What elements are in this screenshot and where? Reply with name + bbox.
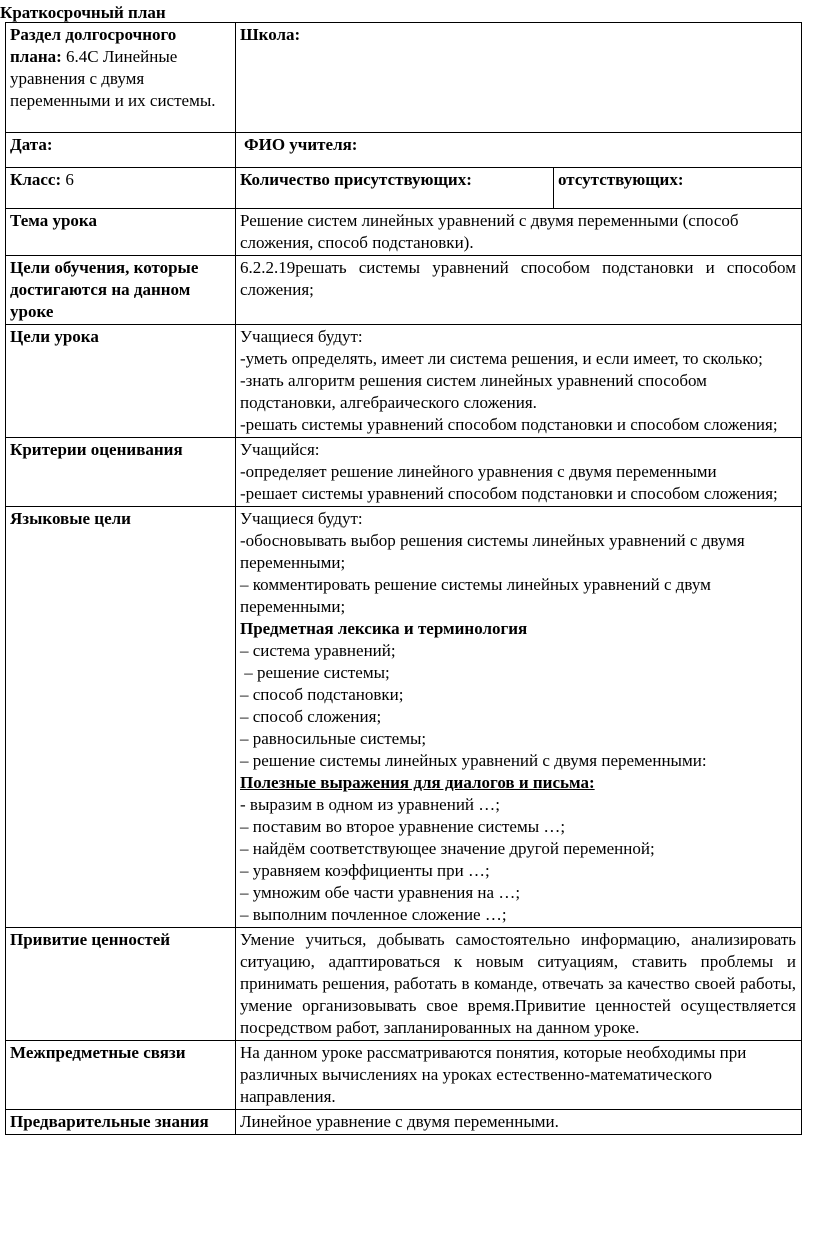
lesson-goals-line: -решать системы уравнений способом подстановки и способом сложения;: [240, 415, 778, 434]
cross-curricular-text: На данном уроке рассматриваются понятия, которые необходимы при различных вычислениях на уроках естественно-математического направления.: [236, 1041, 802, 1110]
vocab-item: – система уравнений;: [240, 641, 396, 660]
table-row: [6, 928, 802, 1041]
date-label: Дата:: [10, 135, 53, 154]
table-row: [6, 168, 802, 209]
table-row: [6, 256, 802, 325]
criteria-line: Учащийся:: [240, 440, 320, 459]
absent-label: отсутствующих:: [558, 170, 684, 189]
page-title: Краткосрочный план: [0, 3, 166, 22]
criteria-cell: [236, 438, 802, 507]
table-row: [6, 23, 802, 133]
teacher-cell: [236, 133, 802, 168]
language-goals-line: – комментировать решение системы линейных уравнений с двум переменными;: [240, 575, 711, 616]
table-row: [6, 209, 802, 256]
topic-label: Тема урока: [6, 209, 236, 256]
section-cell: [6, 23, 236, 133]
table-row: [6, 325, 802, 438]
learning-goals-text: 6.2.2.19решать системы уравнений способом подстановки и способом сложения;: [236, 256, 802, 325]
phrase-item: – поставим во второе уравнение системы …;: [240, 817, 566, 836]
table-row: [6, 507, 802, 928]
criteria-line: -определяет решение линейного уравнения с двумя переменными: [240, 462, 717, 481]
table-row: [6, 133, 802, 168]
school-cell: [236, 23, 802, 133]
vocab-item: – способ сложения;: [240, 707, 382, 726]
language-goals-label: Языковые цели: [6, 507, 236, 928]
phrase-item: – уравняем коэффициенты при …;: [240, 861, 490, 880]
vocab-heading: Предметная лексика и терминология: [240, 619, 528, 638]
date-cell: [6, 133, 236, 168]
prior-knowledge-label: Предварительные знания: [6, 1110, 236, 1135]
lesson-goals-line: -знать алгоритм решения систем линейных уравнений способом подстановки, алгебраического сложения.: [240, 371, 707, 412]
table-row: [6, 438, 802, 507]
class-cell: [6, 168, 236, 209]
learning-goals-label: Цели обучения, которые достигаются на данном уроке: [6, 256, 236, 325]
phrases-heading: Полезные выражения для диалогов и письма:: [240, 773, 595, 792]
language-goals-line: Учащиеся будут:: [240, 509, 363, 528]
lesson-goals-line: -уметь определять, имеет ли система решения, и если имеет, то сколько;: [240, 349, 763, 368]
values-text: Умение учиться, добывать самостоятельно информацию, анализировать ситуацию, адаптироваться к новым ситуациям, ставить проблемы и принимать решения, работать в команде, отвечать за качество своей работы, умение организовывать свое время.Привитие ценностей осуществляется посредством работ, запланированных на данном уроке.: [236, 928, 802, 1041]
section-label: Раздел долгосрочного плана:: [10, 25, 177, 66]
vocab-item: – способ подстановки;: [240, 685, 404, 704]
phrase-item: – выполним почленное сложение …;: [240, 905, 507, 924]
cross-curricular-label: Межпредметные связи: [6, 1041, 236, 1110]
values-label: Привитие ценностей: [6, 928, 236, 1041]
language-goals-cell: [236, 507, 802, 928]
language-goals-line: -обосновывать выбор решения системы линейных уравнений с двумя переменными;: [240, 531, 745, 572]
phrase-item: - выразим в одном из уравнений …;: [240, 795, 500, 814]
class-value: 6: [65, 170, 74, 189]
present-label: Количество присутствующих:: [240, 170, 472, 189]
vocab-item: – решение системы;: [240, 663, 390, 682]
absent-cell: [554, 168, 802, 209]
criteria-line: -решает системы уравнений способом подстановки и способом сложения;: [240, 484, 778, 503]
present-cell: [236, 168, 554, 209]
class-label: Класс:: [10, 170, 62, 189]
vocab-item: – решение системы линейных уравнений с двумя переменными:: [240, 751, 707, 770]
school-label: Школа:: [240, 25, 301, 44]
phrase-item: – умножим обе части уравнения на …;: [240, 883, 521, 902]
table-row: [6, 1041, 802, 1110]
vocab-item: – равносильные системы;: [240, 729, 427, 748]
lesson-goals-line: Учащиеся будут:: [240, 327, 363, 346]
lesson-plan-table: [5, 22, 802, 1135]
criteria-label: Критерии оценивания: [6, 438, 236, 507]
table-row: [6, 1110, 802, 1135]
lesson-goals-cell: [236, 325, 802, 438]
prior-knowledge-text: Линейное уравнение с двумя переменными.: [236, 1110, 802, 1135]
topic-text: Решение систем линейных уравнений с двумя переменными (способ сложения, способ подстановки).: [236, 209, 802, 256]
teacher-label: ФИО учителя:: [244, 135, 358, 154]
lesson-goals-label: Цели урока: [6, 325, 236, 438]
phrase-item: – найдём соответствующее значение другой переменной;: [240, 839, 655, 858]
section-value: 6.4С Линейные уравнения с двумя переменными и их системы.: [10, 47, 216, 110]
